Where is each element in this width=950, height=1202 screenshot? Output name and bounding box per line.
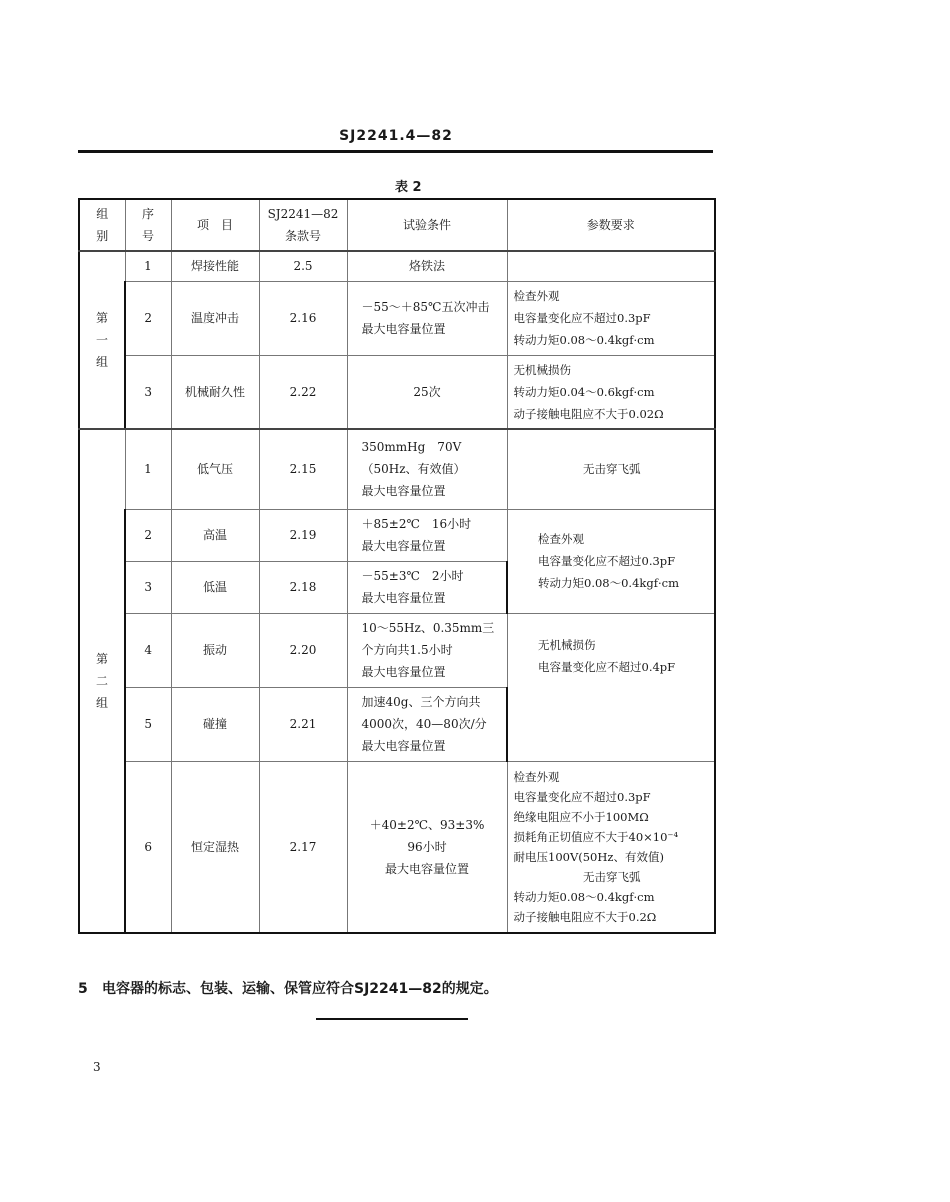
table-title: 表 2 [395,180,422,195]
row-clause: 2.21 [259,687,347,761]
row-requirements: 无机械损伤 电容量变化应不超过0.4pF [507,613,715,761]
group-label: 第 一 组 [79,251,125,429]
row-clause: 2.16 [259,281,347,355]
table-row [79,281,715,355]
row-seq: 4 [125,613,171,687]
document-code: SJ2241.4—82 [339,128,453,144]
row-seq: 6 [125,761,171,933]
row-conditions: －55～＋85℃五次冲击 最大电容量位置 [347,281,507,355]
row-seq: 1 [125,429,171,509]
row-conditions: 加速40g、三个方向共 4000次，40—80次/分 最大电容量位置 [347,687,507,761]
col-conditions-header: 试验条件 [347,199,507,251]
col-seq-header: 序 号 [125,199,171,251]
row-seq: 2 [125,509,171,561]
row-requirements: 无击穿飞弧 [507,429,715,509]
row-seq: 1 [125,251,171,281]
row-requirements [507,251,715,281]
row-clause: 2.20 [259,613,347,687]
row-item: 焊接性能 [171,251,259,281]
row-conditions: ＋85±2℃ 16小时 最大电容量位置 [347,509,507,561]
row-item: 温度冲击 [171,281,259,355]
row-item: 低温 [171,561,259,613]
row-item: 碰撞 [171,687,259,761]
clause-5-note [78,978,498,998]
row-item: 机械耐久性 [171,355,259,429]
row-conditions: 350mmHg 70V （50Hz、有效值） 最大电容量位置 [347,429,507,509]
col-group-header: 组 别 [79,199,125,251]
row-conditions: 25次 [347,355,507,429]
row-seq: 3 [125,355,171,429]
col-item-header: 项 目 [171,199,259,251]
table-row [79,509,715,561]
row-requirements: 无机械损伤 转动力矩0.04～0.6kgf·cm 动子接触电阻应不大于0.02Ω [507,355,715,429]
row-clause: 2.17 [259,761,347,933]
table-row [79,613,715,687]
row-item: 高温 [171,509,259,561]
group-label: 第 二 组 [79,429,125,933]
table-row [79,355,715,429]
row-conditions: ＋40±2℃、93±3% 96小时 最大电容量位置 [347,761,507,933]
row-requirements: 检查外观 电容量变化应不超过0.3pF 转动力矩0.08～0.4kgf·cm [507,509,715,613]
row-conditions: 10～55Hz、0.35mm三 个方向共1.5小时 最大电容量位置 [347,613,507,687]
row-clause: 2.22 [259,355,347,429]
row-clause: 2.18 [259,561,347,613]
end-rule [316,1018,468,1020]
table-row [79,251,715,281]
table-row [79,429,715,509]
row-requirements: 检查外观 电容量变化应不超过0.3pF 绝缘电阻应不小于100MΩ 损耗角正切值应不大于40×10⁻⁴ 耐电压100V(50Hz、有效值) 无击穿飞弧 转动力矩0.08～0.4kgf·cm 动子接触电阻应不大于0.2Ω [507,761,715,933]
table-header-row [79,199,715,251]
row-seq: 5 [125,687,171,761]
row-clause: 2.5 [259,251,347,281]
row-clause: 2.15 [259,429,347,509]
header-rule [78,150,713,153]
row-clause: 2.19 [259,509,347,561]
col-requirements-header: 参数要求 [507,199,715,251]
col-clause-header: SJ2241—82 条款号 [259,199,347,251]
row-requirements: 检查外观 电容量变化应不超过0.3pF 转动力矩0.08～0.4kgf·cm [507,281,715,355]
row-item: 低气压 [171,429,259,509]
row-seq: 3 [125,561,171,613]
spec-table [78,198,716,934]
row-item: 振动 [171,613,259,687]
row-conditions: －55±3℃ 2小时 最大电容量位置 [347,561,507,613]
clause-number: 5 [78,981,88,997]
row-seq: 2 [125,281,171,355]
row-item: 恒定湿热 [171,761,259,933]
table-row [79,761,715,933]
row-conditions: 烙铁法 [347,251,507,281]
page-number: 3 [93,1060,101,1074]
clause-text: 电容器的标志、包装、运输、保管应符合SJ2241—82的规定。 [102,981,498,997]
